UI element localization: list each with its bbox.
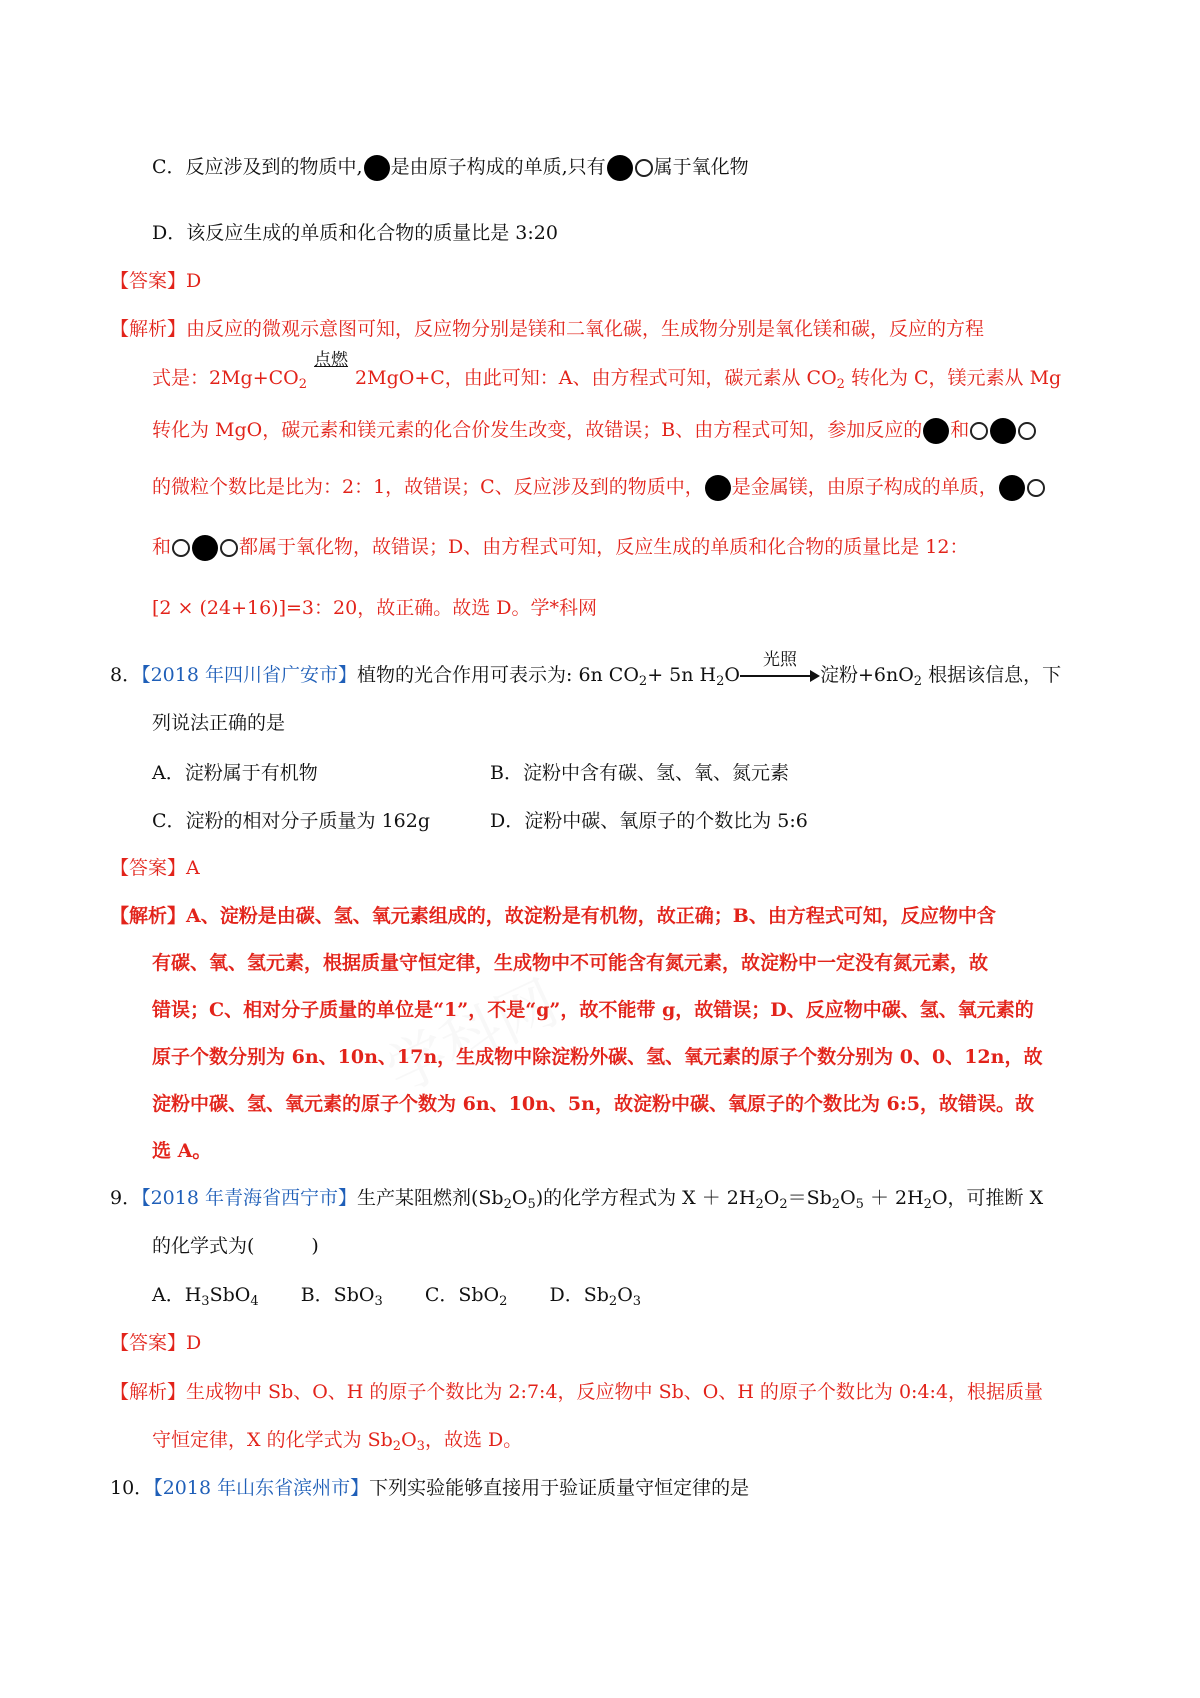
reaction-condition: 点燃 xyxy=(314,350,349,370)
q8-analysis-line-3: 错误；C、相对分子质量的单位是“1”，不是“g”，故不能带 g，故错误；D、反应物中碳、氢、氧元素的 xyxy=(152,999,1034,1021)
watermark: 学科网 xyxy=(375,967,569,1108)
q9-option-b: B．SbO$_3$ xyxy=(300,1284,383,1309)
q7-option-d: D．该反应生成的单质和化合物的质量比是 3:20 xyxy=(152,222,558,244)
oxygen-atom-icon xyxy=(1018,422,1036,440)
q8-answer: 【答案】A xyxy=(110,857,200,879)
carbon-atom-icon xyxy=(990,418,1016,444)
oxygen-atom-icon xyxy=(1027,479,1045,497)
q8-analysis-line-4: 原子个数分别为 6n、10n、17n，生成物中除淀粉外碳、氢、氧元素的原子个数分别为 0、0、12n，故 xyxy=(152,1046,1043,1068)
q8-analysis-line-5: 淀粉中碳、氢、氧元素的原子个数为 6n、10n、5n，故淀粉中碳、氧原子的个数比为 6:5，故错误。故 xyxy=(152,1093,1035,1115)
q9-options xyxy=(152,1280,641,1310)
q8-option-b: B．淀粉中含有碳、氢、氧、氮元素 xyxy=(490,762,789,784)
q8-analysis-line-2: 有碳、氧、氢元素，根据质量守恒定律，生成物中不可能含有氮元素，故淀粉中一定没有氮元素，故 xyxy=(152,952,989,974)
magnesium-atom-icon xyxy=(607,155,633,181)
magnesium-atom-icon xyxy=(923,418,949,444)
carbon-atom-icon xyxy=(192,535,218,561)
q10-stem: 10．【2018 年山东省滨州市】下列实验能够直接用于验证质量守恒定律的是 xyxy=(110,1477,750,1499)
q8-stem: 8．【2018 年四川省广安市】植物的光合作用可表示为: 6n $CO_2+ 5n$ $H_2O$ 光照 淀粉$+6nO_2$ 根据该信息，下 xyxy=(110,650,1062,689)
oxygen-atom-icon xyxy=(635,159,653,177)
q7-option-c: C．反应涉及到的物质中, 是由原子构成的单质,只有 属于氧化物 xyxy=(152,152,749,182)
magnesium-atom-icon xyxy=(364,155,390,181)
q9-option-a: A．$H_3SbO_4$ xyxy=(152,1284,259,1309)
q8-option-d: D．淀粉中碳、氧原子的个数比为 5:6 xyxy=(490,810,808,832)
q7-analysis-line-2: 式是：$2Mg+CO_2$ 点燃 2MgO+C，由此可知：A、由方程式可知，碳元素从 $CO_2$ 转化为 C，镁元素从 Mg xyxy=(152,350,1062,392)
magnesium-atom-icon xyxy=(999,475,1025,501)
q9-option-c: C．SbO$_2$ xyxy=(424,1284,508,1309)
q8-option-c: C．淀粉的相对分子质量为 162g xyxy=(152,810,431,832)
q9-analysis-line-1: 【解析】生成物中 Sb、O、H 的原子个数比为 2:7:4，反应物中 Sb、O、H 的原子个数比为 0:4:4，根据质量 xyxy=(110,1381,1044,1403)
q7-analysis-line-3: 转化为 MgO，碳元素和镁元素的化合价发生改变，故错误；B、由方程式可知，参加反应的 和 xyxy=(152,415,1037,445)
q9-stem: 9．【2018 年青海省西宁市】生产某阻燃剂$(Sb_2O_5)$的化学方程式为 $X + 2H_2O_2=Sb_2O_5 + 2H_2O$，可推断 X xyxy=(110,1187,1044,1212)
q7-analysis-line-4: 的微粒个数比是比为：2：1，故错误；C、反应涉及到的物质中， 是金属镁，由原子构成的单质， xyxy=(152,472,1046,502)
q7-analysis-line-1: 【解析】由反应的微观示意图可知，反应物分别是镁和二氧化碳，生成物分别是氧化镁和碳，反应的方程 xyxy=(110,318,985,340)
q8-stem-line-2: 列说法正确的是 xyxy=(152,712,286,734)
reaction-arrow-icon: 光照 xyxy=(740,667,820,685)
q9-stem-line-2: 的化学式为( ) xyxy=(152,1235,319,1257)
oxygen-atom-icon xyxy=(172,539,190,557)
q7-analysis-line-5: 和 都属于氧化物，故错误；D、由方程式可知，反应生成的单质和化合物的质量比是 12： xyxy=(152,532,968,562)
q7-answer: 【答案】D xyxy=(110,270,202,292)
q9-answer: 【答案】D xyxy=(110,1332,202,1354)
q9-option-d: D．$Sb_2O_3$ xyxy=(549,1284,642,1309)
oxygen-atom-icon xyxy=(970,422,988,440)
q9-analysis-line-2: 守恒定律，X 的化学式为 $Sb_2O_3$，故选 D。 xyxy=(152,1429,523,1454)
q8-analysis-line-6: 选 A。 xyxy=(152,1140,212,1162)
oxygen-atom-icon xyxy=(220,539,238,557)
q8-analysis-line-1: 【解析】A、淀粉是由碳、氢、氧元素组成的，故淀粉是有机物，故正确；B、由方程式可知，反应物中含 xyxy=(110,905,996,927)
magnesium-atom-icon xyxy=(705,475,731,501)
q7-analysis-line-6: [2 × (24+16)]=3：20，故正确。故选 D。学*科网 xyxy=(152,597,597,619)
q8-option-a: A．淀粉属于有机物 xyxy=(152,762,318,784)
